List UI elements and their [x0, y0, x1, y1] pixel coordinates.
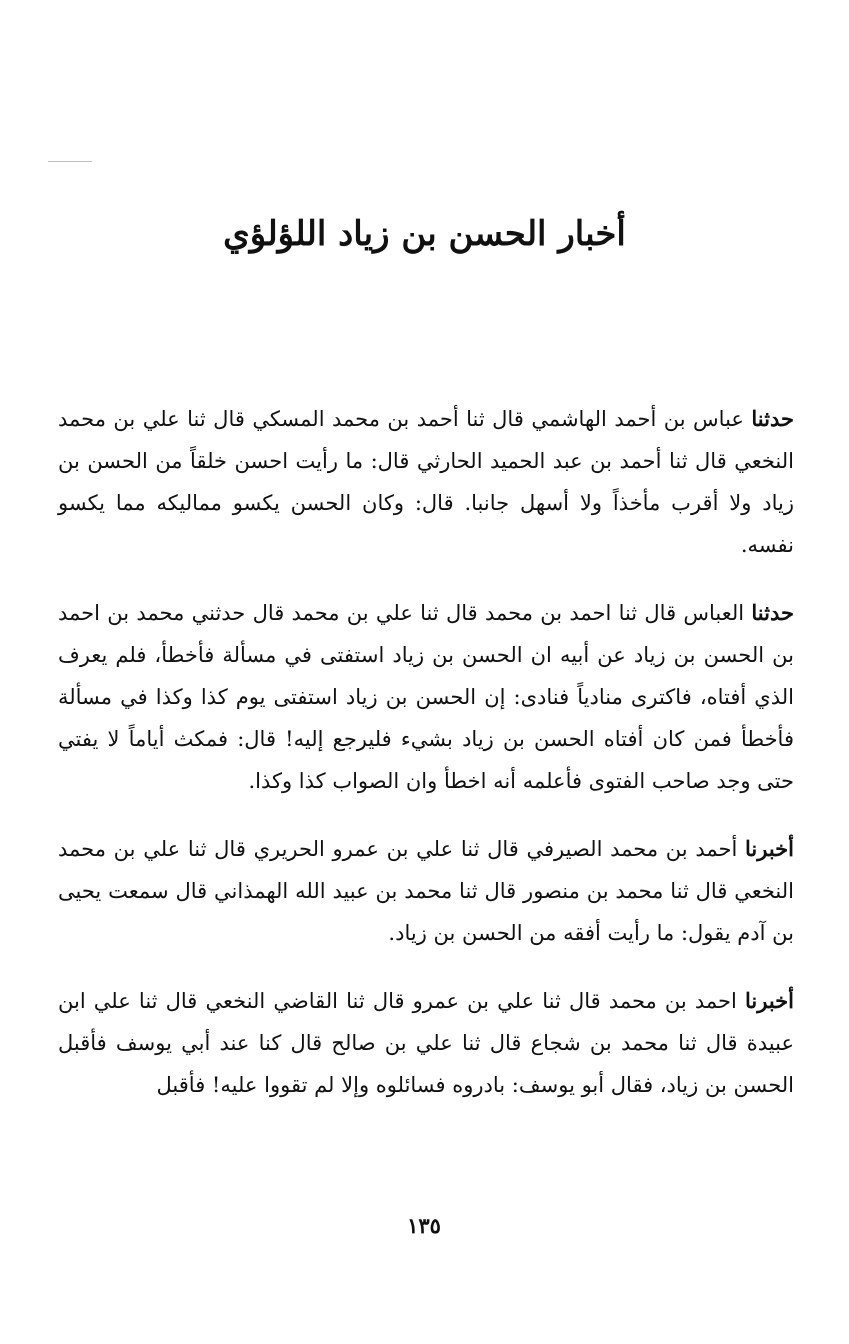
body-text — [58, 398, 794, 1132]
paragraph-3 — [58, 828, 794, 954]
margin-mark — [48, 161, 92, 162]
page-number: ١٣٥ — [407, 1213, 441, 1238]
paragraph-lead: حدثنا — [751, 406, 794, 431]
paragraph-lead: حدثنا — [751, 600, 794, 625]
paragraph-lead: أخبرنا — [745, 836, 794, 861]
paragraph-text: احمد بن محمد قال ثنا علي بن عمرو قال ثنا القاضي النخعي قال ثنا علي ابن عبيدة قال ثنا محمد بن شجاع قال ثنا علي بن صالح قال كنا عند أبي يوسف فأقبل الحسن بن زياد، فقال أبو يوسف: بادروه فسائلوه وإلا لم تقووا عليه! فأقبل — [58, 989, 794, 1097]
paragraph-text: أحمد بن محمد الصيرفي قال ثنا علي بن عمرو الحريري قال ثنا علي بن محمد النخعي قال ثنا محمد بن منصور قال ثنا محمد بن عبيد الله الهمذاني قال سمعت يحيى بن آدم يقول: ما رأيت أفقه من الحسن بن زياد. — [58, 837, 794, 945]
paragraph-2 — [58, 592, 794, 802]
paragraph-text: العباس قال ثنا احمد بن محمد قال ثنا علي بن محمد قال حدثني محمد بن احمد بن الحسن بن زياد عن أبيه ان الحسن بن زياد استفتى في مسألة فأخطأ، فلم يعرف الذي أفتاه، فاكترى منادياً فنادى: إن الحسن بن زياد استفتى يوم كذا وكذا في مسألة فأخطأ فمن كان أفتاه الحسن بن زياد بشيء فليرجع إليه! قال: فمكث أياماً لا يفتي حتى وجد صاحب الفتوى فأعلمه أنه اخطأ وان الصواب كذا وكذا. — [58, 601, 794, 793]
chapter-title: أخبار الحسن بن زياد اللؤلؤي — [223, 214, 626, 254]
paragraph-lead: أخبرنا — [745, 988, 794, 1013]
paragraph-4 — [58, 980, 794, 1106]
paragraph-text: عباس بن أحمد الهاشمي قال ثنا أحمد بن محمد المسكي قال ثنا علي بن محمد النخعي قال ثنا أحمد بن عبد الحميد الحارثي قال: ما رأيت احسن خلقاً من الحسن بن زياد ولا أقرب مأخذاً ولا أسهل جانبا. قال: وكان الحسن يكسو مماليكه مما يكسو نفسه. — [58, 407, 794, 557]
paragraph-1 — [58, 398, 794, 566]
